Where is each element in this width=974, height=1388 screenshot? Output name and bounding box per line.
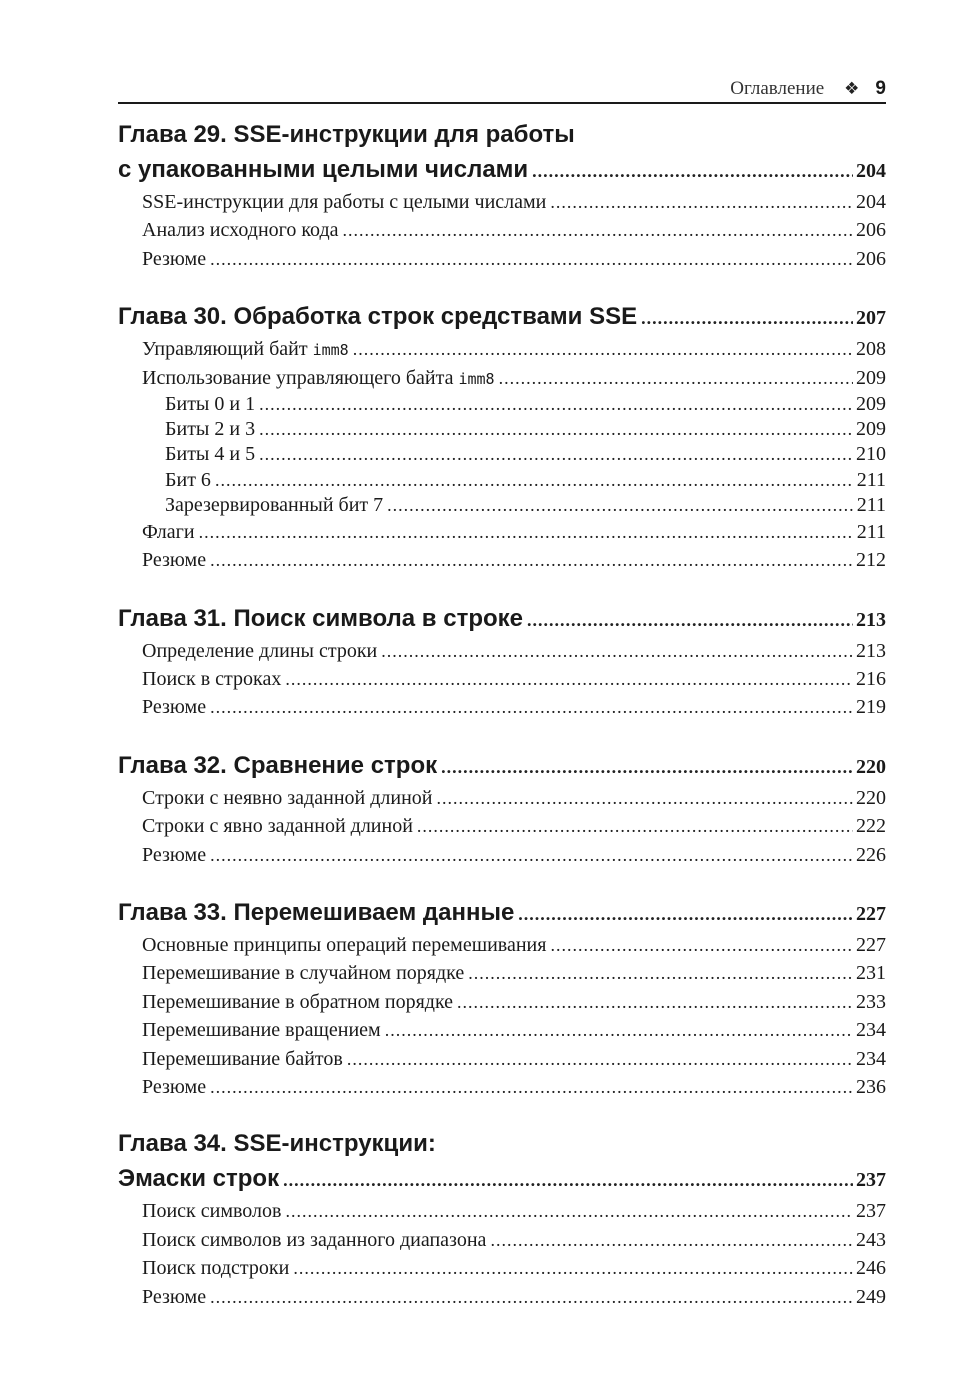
- dot-leader: [353, 335, 853, 363]
- section-entry[interactable]: [118, 665, 886, 693]
- dot-leader: [210, 1073, 853, 1101]
- subsection-entry[interactable]: [118, 417, 886, 442]
- dot-leader: [387, 493, 854, 518]
- dot-leader: [385, 1016, 853, 1044]
- section-entry[interactable]: [118, 245, 886, 273]
- entry-title: Использование управляющего байта imm8: [142, 366, 495, 389]
- dot-leader: [518, 896, 853, 932]
- chapter-title: Эмаски строк: [118, 1165, 280, 1193]
- chapter-entry[interactable]: [118, 895, 886, 931]
- dot-leader: [441, 749, 853, 785]
- section-entry[interactable]: [118, 1016, 886, 1044]
- subsection-entry[interactable]: [118, 468, 886, 493]
- chapter-page-number: 207: [856, 307, 886, 330]
- dot-leader: [199, 518, 854, 546]
- entry-title: Резюме: [142, 1285, 207, 1308]
- header-rule: [118, 102, 886, 104]
- chapter-entry[interactable]: [118, 601, 886, 637]
- subsection-entry[interactable]: [118, 493, 886, 518]
- dot-leader: [259, 417, 853, 442]
- dot-leader: [490, 1226, 853, 1254]
- entry-page-number: 246: [856, 1257, 886, 1280]
- dot-leader: [259, 442, 853, 467]
- section-entry[interactable]: [118, 518, 886, 546]
- entry-title: Резюме: [142, 696, 207, 719]
- chapter-title: Глава 33. Перемешиваем данные: [118, 899, 515, 927]
- chapter-title: с упакованными целыми числами: [118, 156, 529, 183]
- dot-leader: [285, 665, 853, 693]
- running-header-title: Оглавление: [730, 78, 825, 99]
- subsection-entry[interactable]: [118, 442, 886, 467]
- entry-page-number: 211: [856, 493, 886, 516]
- dot-leader: [210, 693, 853, 721]
- subsection-entry[interactable]: [118, 392, 886, 417]
- dot-leader: [210, 546, 853, 574]
- entry-page-number: 206: [856, 247, 886, 270]
- section-entry[interactable]: [118, 1045, 886, 1073]
- entry-page-number: 209: [856, 392, 886, 415]
- chapter-entry[interactable]: [118, 748, 886, 784]
- chapter-block: [118, 895, 886, 1101]
- entry-title: Поиск подстроки: [142, 1257, 290, 1280]
- entry-page-number: 211: [856, 520, 886, 543]
- entry-code: imm8: [458, 369, 495, 388]
- section-entry[interactable]: [118, 1197, 886, 1225]
- chapter-entry[interactable]: [118, 299, 886, 335]
- entry-title: Перемешивание байтов: [142, 1047, 343, 1070]
- entry-title: Поиск символов из заданного диапазона: [142, 1228, 487, 1251]
- dot-leader: [381, 637, 853, 665]
- entry-page-number: 226: [856, 843, 886, 866]
- section-entry[interactable]: [118, 812, 886, 840]
- chapter-title-line1: Глава 29. SSE-инструкции для работы: [118, 121, 575, 148]
- entry-title: Анализ исходного кода: [142, 219, 339, 242]
- section-entry[interactable]: [118, 1226, 886, 1254]
- section-entry[interactable]: [118, 784, 886, 812]
- chapter-block: [118, 118, 886, 273]
- section-entry[interactable]: [118, 335, 886, 363]
- dot-leader: [283, 1162, 853, 1198]
- entry-title: Биты 2 и 3: [165, 418, 256, 441]
- chapter-page-number: 220: [856, 755, 886, 778]
- ornament-icon: ❖: [844, 79, 860, 99]
- entry-page-number: 216: [856, 668, 886, 691]
- dot-leader: [210, 841, 853, 869]
- section-entry[interactable]: [118, 188, 886, 216]
- section-entry[interactable]: [118, 637, 886, 665]
- entry-title: Флаги: [142, 520, 195, 543]
- entry-title: Основные принципы операций перемешивания: [142, 934, 547, 957]
- entry-title: Резюме: [142, 843, 207, 866]
- entry-title: Биты 4 и 5: [165, 443, 256, 466]
- entry-page-number: 208: [856, 338, 886, 361]
- entry-title: Перемешивание в обратном порядке: [142, 990, 454, 1013]
- entry-page-number: 210: [856, 443, 886, 466]
- entry-title: Строки с явно заданной длиной: [142, 815, 413, 838]
- section-entry[interactable]: [118, 546, 886, 574]
- section-entry[interactable]: [118, 841, 886, 869]
- chapter-block: [118, 299, 886, 575]
- chapter-block: [118, 1127, 886, 1311]
- entry-page-number: 219: [856, 696, 886, 719]
- entry-page-number: 227: [856, 934, 886, 957]
- chapter-title: Глава 32. Сравнение строк: [118, 751, 438, 779]
- entry-page-number: 204: [856, 191, 886, 213]
- section-entry[interactable]: [118, 216, 886, 244]
- dot-leader: [437, 784, 854, 812]
- dot-leader: [210, 245, 853, 273]
- section-entry[interactable]: [118, 988, 886, 1016]
- dot-leader: [210, 1283, 853, 1311]
- entry-page-number: 234: [856, 1047, 886, 1070]
- entry-page-number: 209: [856, 366, 886, 389]
- chapter-block: [118, 601, 886, 722]
- chapter-entry[interactable]: [118, 1161, 886, 1197]
- entry-page-number: 211: [856, 468, 886, 491]
- entry-page-number: 209: [856, 418, 886, 441]
- entry-title: Поиск символов: [142, 1200, 282, 1223]
- entry-title: Перемешивание вращением: [142, 1019, 381, 1042]
- dot-leader: [532, 153, 853, 189]
- entry-page-number: 236: [856, 1075, 886, 1098]
- entry-title: Резюме: [142, 1075, 207, 1098]
- entry-title: Перемешивание в случайном порядке: [142, 962, 465, 985]
- section-entry[interactable]: [118, 693, 886, 721]
- section-entry[interactable]: [118, 959, 886, 987]
- entry-title: Бит 6: [165, 468, 211, 491]
- dot-leader: [527, 602, 853, 638]
- entry-title: Определение длины строки: [142, 639, 378, 662]
- chapter-page-number: 213: [856, 608, 886, 631]
- chapter-page-number: 227: [856, 903, 886, 926]
- entry-page-number: 243: [856, 1228, 886, 1251]
- dot-leader: [468, 959, 853, 987]
- section-entry[interactable]: [118, 1254, 886, 1282]
- entry-page-number: 237: [856, 1200, 886, 1223]
- entry-title: Поиск в строках: [142, 668, 282, 691]
- entry-page-number: 206: [856, 219, 886, 242]
- entry-page-number: 212: [856, 549, 886, 572]
- entry-title: Биты 0 и 1: [165, 392, 256, 415]
- entry-page-number: 222: [856, 815, 886, 838]
- entry-title: Резюме: [142, 247, 207, 270]
- dot-leader: [285, 1197, 853, 1225]
- entry-page-number: 231: [856, 962, 886, 985]
- chapter-title-line1: Глава 34. SSE-инструкции:: [118, 1130, 436, 1158]
- dot-leader: [293, 1254, 853, 1282]
- dot-leader: [259, 392, 853, 417]
- dot-leader: [347, 1045, 853, 1073]
- dot-leader: [641, 300, 853, 336]
- entry-code: imm8: [312, 341, 349, 360]
- section-entry[interactable]: [118, 931, 886, 959]
- section-entry[interactable]: [118, 364, 886, 392]
- chapter-page-number: 204: [856, 160, 886, 182]
- chapter-entry[interactable]: [118, 152, 886, 188]
- entry-page-number: 234: [856, 1019, 886, 1042]
- dot-leader: [215, 468, 854, 493]
- entry-page-number: 220: [856, 786, 886, 809]
- page-number: 9: [875, 78, 886, 99]
- dot-leader: [417, 812, 853, 840]
- dot-leader: [457, 988, 853, 1016]
- dot-leader: [550, 188, 853, 216]
- entry-title: SSE-инструкции для работы с целыми числами: [142, 191, 547, 213]
- dot-leader: [499, 364, 853, 392]
- chapter-title: Глава 31. Поиск символа в строке: [118, 604, 523, 632]
- entry-title: Управляющий байт imm8: [142, 338, 349, 361]
- table-of-contents: [118, 118, 886, 1337]
- entry-page-number: 233: [856, 990, 886, 1013]
- running-header: [118, 76, 886, 102]
- dot-leader: [550, 931, 853, 959]
- entry-page-number: 249: [856, 1285, 886, 1308]
- chapter-page-number: 237: [856, 1169, 886, 1192]
- entry-page-number: 213: [856, 639, 886, 662]
- section-entry[interactable]: [118, 1283, 886, 1311]
- dot-leader: [343, 216, 853, 244]
- entry-title: Зарезервированный бит 7: [165, 493, 384, 516]
- chapter-block: [118, 748, 886, 869]
- entry-title: Резюме: [142, 549, 207, 572]
- section-entry[interactable]: [118, 1073, 886, 1101]
- entry-title: Строки с неявно заданной длиной: [142, 786, 433, 809]
- chapter-title: Глава 30. Обработка строк средствами SSE: [118, 303, 638, 331]
